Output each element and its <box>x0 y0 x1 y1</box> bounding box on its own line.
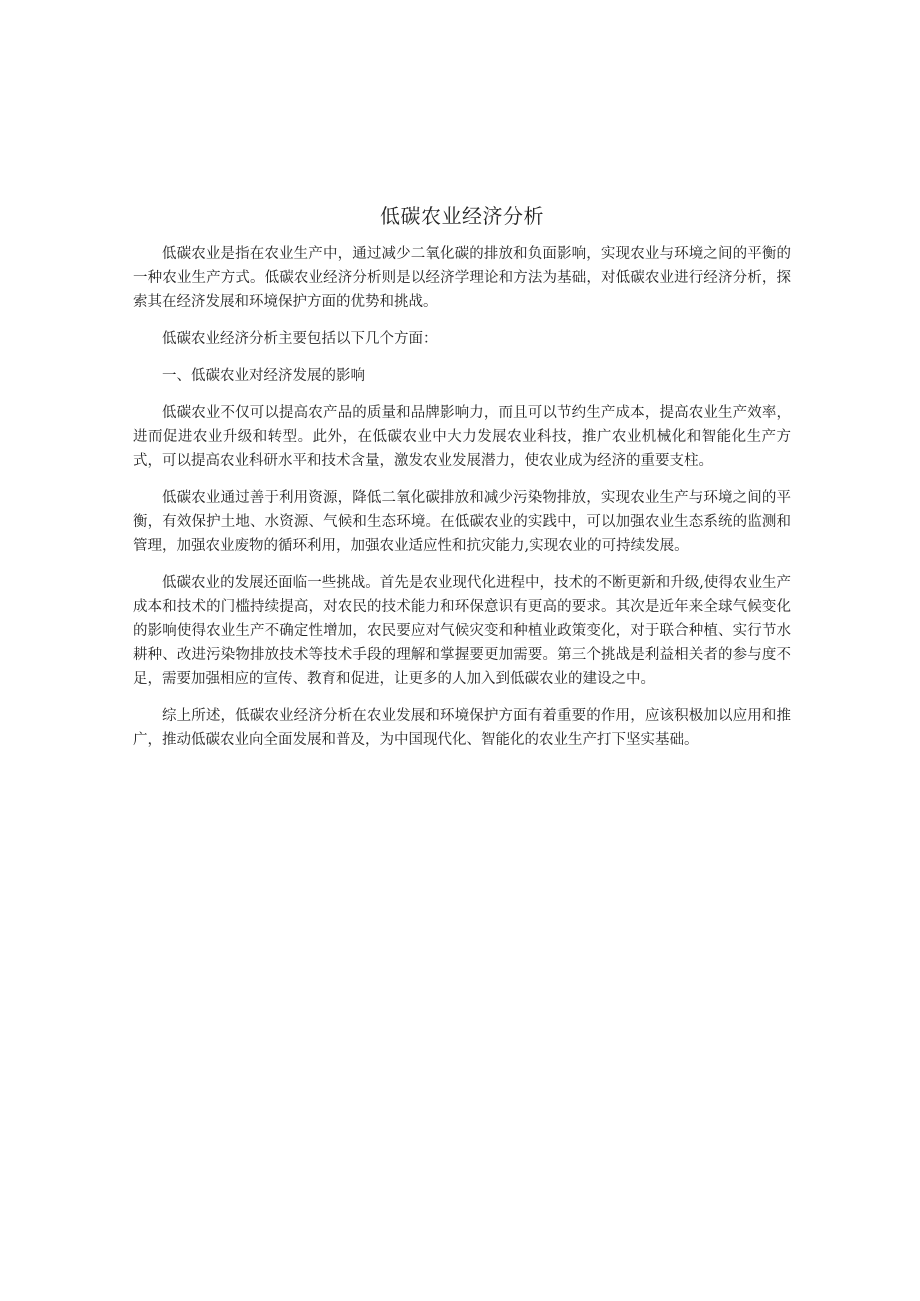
paragraph-conclusion: 综上所述，低碳农业经济分析在农业发展和环境保护方面有着重要的作用，应该积极加以应用和推广，推动低碳农业向全面发展和普及，为中国现代化、智能化的农业生产打下坚实基础。 <box>133 708 791 748</box>
paragraph-intro: 低碳农业是指在农业生产中，通过减少二氧化碳的排放和负面影响，实现农业与环境之间的平衡的一种农业生产方式。低碳农业经济分析则是以经济学理论和方法为基础，对低碳农业进行经济分析，探索其在经济发展和环境保护方面的优势和挑战。 <box>133 246 791 310</box>
paragraph-economic-impact: 低碳农业不仅可以提高农产品的质量和品牌影响力，而且可以节约生产成本，提高农业生产效率，进而促进农业升级和转型。此外，在低碳农业中大力发展农业科技，推广农业机械化和智能化生产方式，可以提高农业科研水平和技术含量，激发农业发展潜力，使农业成为经济的重要支柱。 <box>133 405 791 469</box>
paragraph-aspects-intro: 低碳农业经济分析主要包括以下几个方面： <box>162 331 438 347</box>
document-title: 低碳农业经济分析 <box>380 204 544 228</box>
section-heading-economic-impact: 一、低碳农业对经济发展的影响 <box>162 368 365 384</box>
paragraph-environmental-balance: 低碳农业通过善于利用资源，降低二氧化碳排放和减少污染物排放，实现农业生产与环境之间的平衡，有效保护土地、水资源、气候和生态环境。在低碳农业的实践中，可以加强农业生态系统的监测和管理，加强农业废物的循环利用，加强农业适应性和抗灾能力,实现农业的可持续发展。 <box>133 490 791 554</box>
document-body <box>133 200 791 765</box>
paragraph-challenges: 低碳农业的发展还面临一些挑战。首先是农业现代化进程中，技术的不断更新和升级,使得农业生产成本和技术的门槛持续提高，对农民的技术能力和环保意识有更高的要求。其次是近年来全球气候变化的影响使得农业生产不确定性增加，农民要应对气候灾变和种植业政策变化，对于联合种植、实行节水耕种、改进污染物排放技术等技术手段的理解和掌握要更加需要。第三个挑战是利益相关者的参与度不足，需要加强相应的宣传、教育和促进，让更多的人加入到低碳农业的建设之中。 <box>133 575 791 687</box>
